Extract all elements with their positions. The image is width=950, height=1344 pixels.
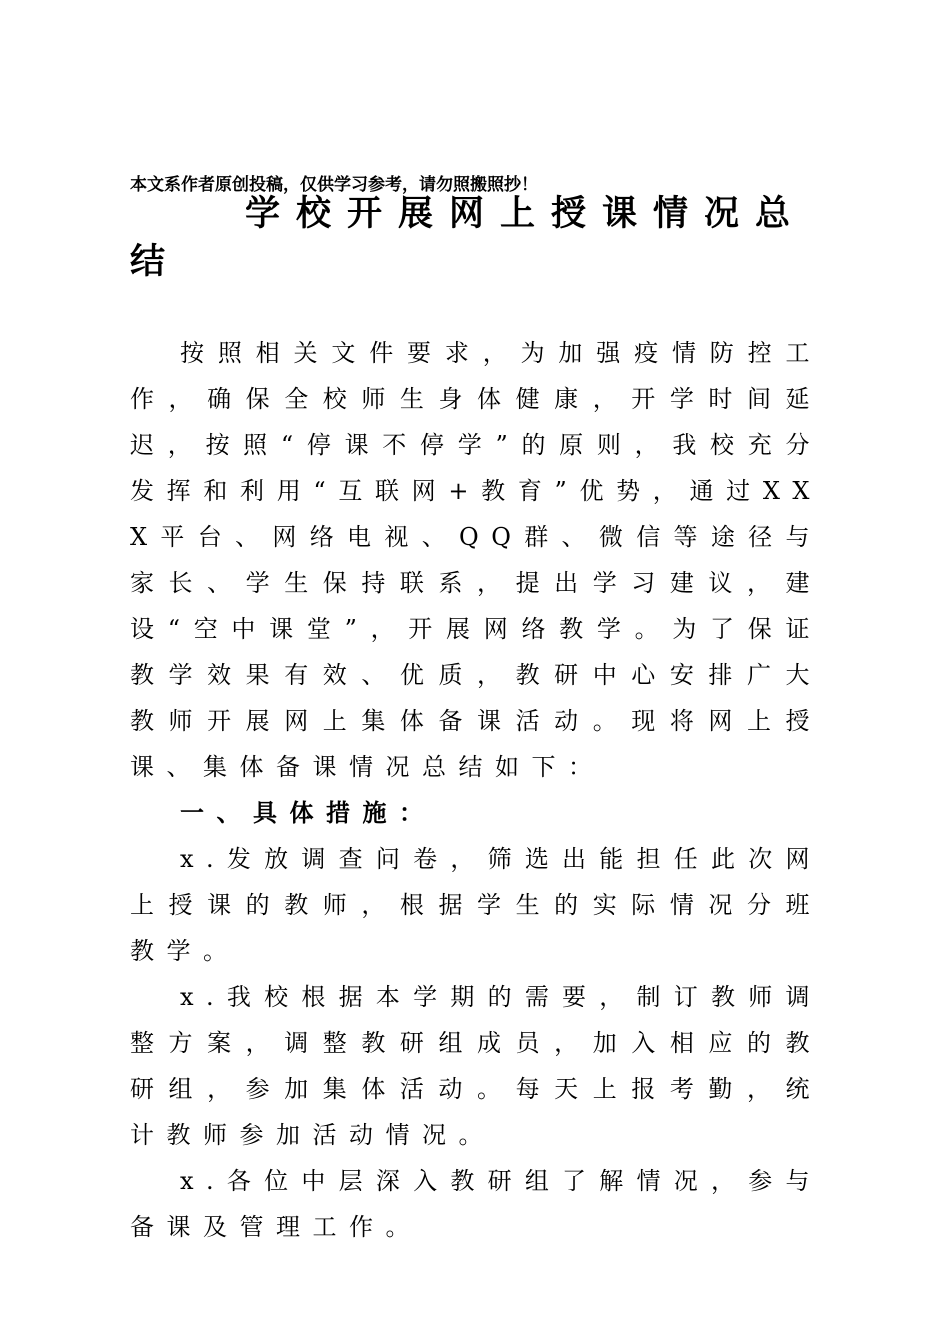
document-body xyxy=(130,330,822,1250)
intro-paragraph: 按照相关文件要求，为加强疫情防控工作，确保全校师生身体健康，开学时间延迟，按照“停课不停学”的原则，我校充分发挥和利用“互联网+教育”优势，通过XXX平台、网络电视、QQ群、微信等途径与家长、学生保持联系，提出学习建议，建设“空中课堂”，开展网络教学。为了保证教学效果有效、优质，教研中心安排广大教师开展网上集体备课活动。现将网上授课、集体备课情况总结如下： xyxy=(130,339,822,781)
document-title: 学校开展网上授课情况总结 xyxy=(130,193,807,282)
list-item: x.各位中层深入教研组了解情况，参与备课及管理工作。 xyxy=(130,1167,822,1241)
list-item: x.发放调查问卷，筛选出能担任此次网上授课的教师，根据学生的实际情况分班教学。 xyxy=(130,845,822,965)
list-item: x.我校根据本学期的需要，制订教师调整方案，调整教研组成员，加入相应的教研组，参加集体活动。每天上报考勤，统计教师参加活动情况。 xyxy=(130,983,822,1149)
copyright-notice: 本文系作者原创投稿，仅供学习参考，请勿照搬照抄！ xyxy=(130,175,538,195)
section-heading: 一、具体措施： xyxy=(180,799,436,827)
